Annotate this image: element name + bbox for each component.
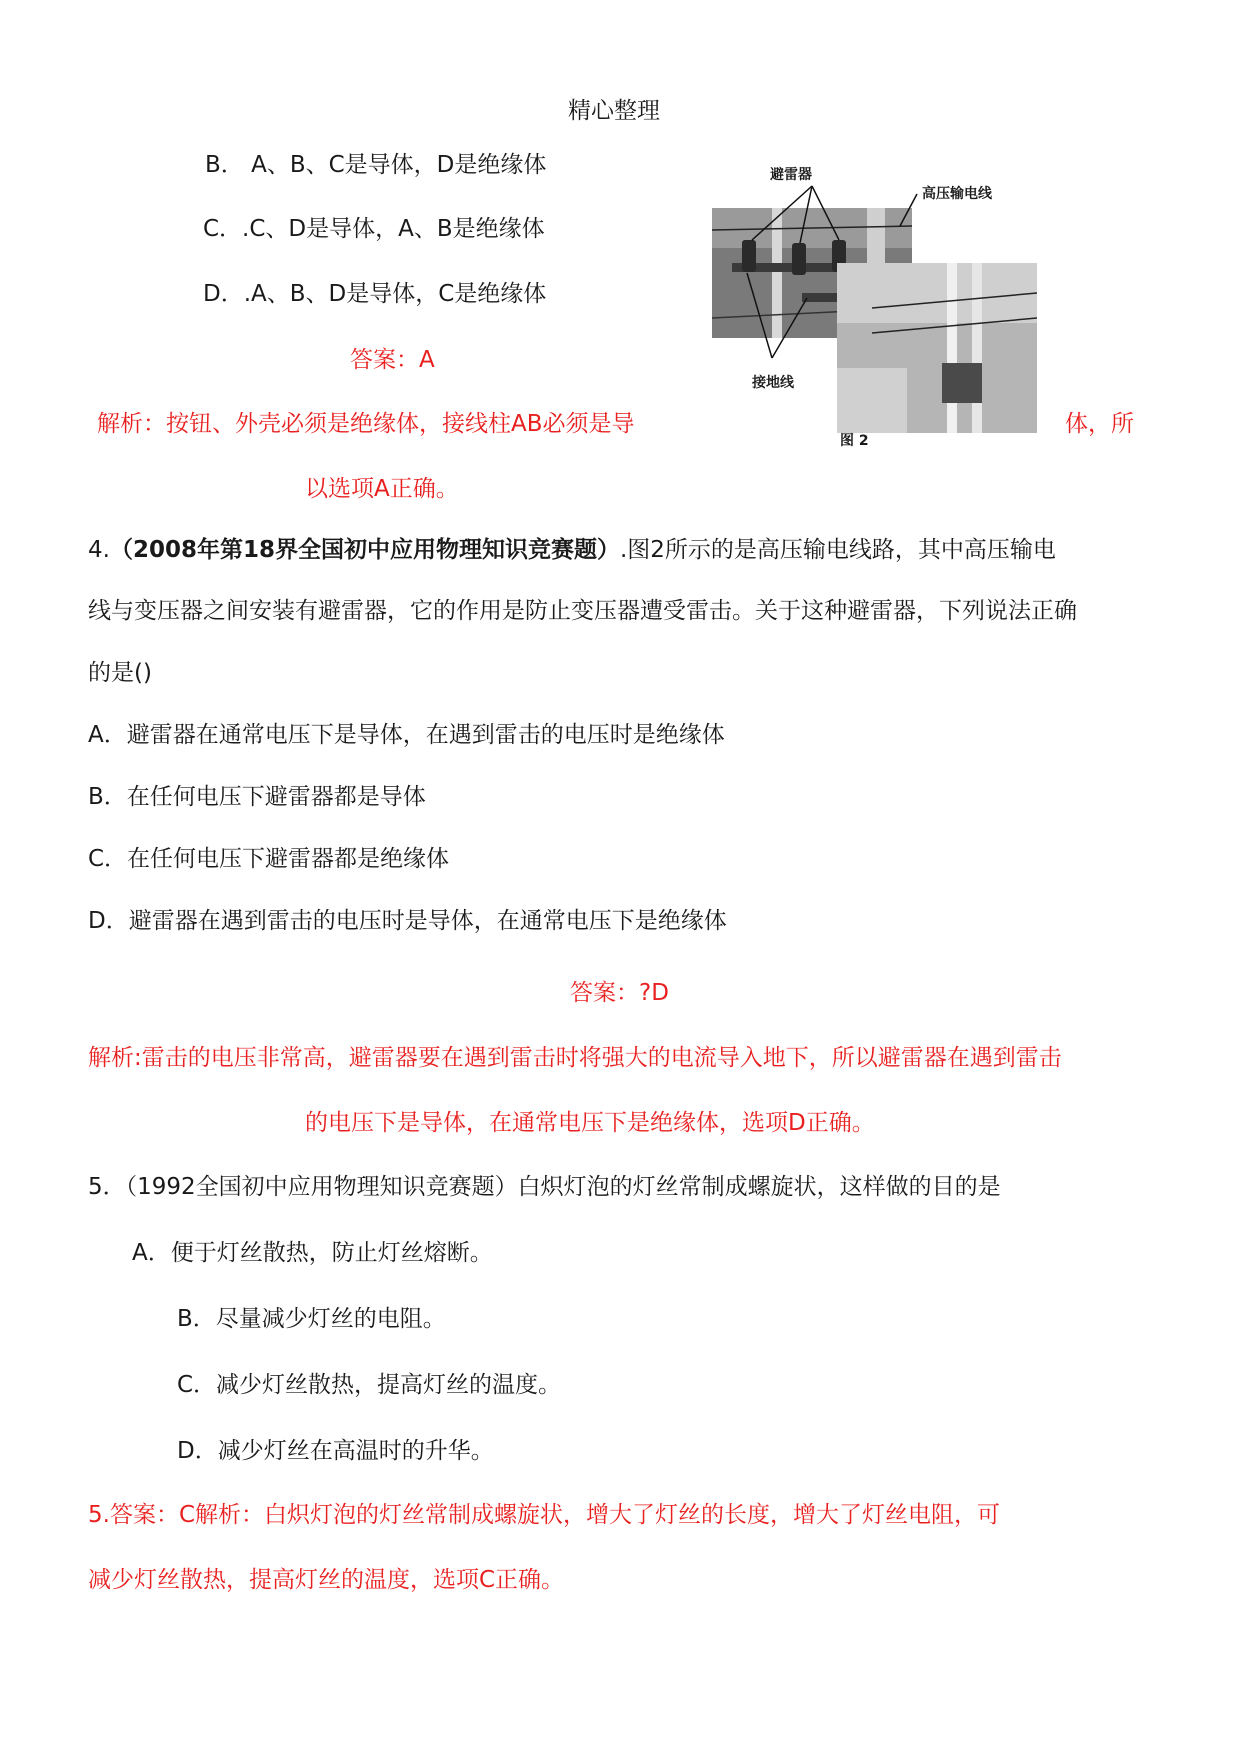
q4-stem-line2: 线与变压器之间安装有避雷器，它的作用是防止变压器遭受雷击。关于这种避雷器，下列说法正确 <box>88 598 1077 624</box>
q5-option-c: C．减少灯丝散热，提高灯丝的温度。 <box>177 1372 562 1398</box>
q4-analysis-line2: 的电压下是导体，在通常电压下是绝缘体，选项D正确。 <box>305 1110 875 1136</box>
q3-analysis-line2: 以选项A正确。 <box>305 476 459 502</box>
figure-label-arrester: 避雷器 <box>770 167 812 183</box>
q5-stem: 5．（1992全国初中应用物理知识竞赛题）白炽灯泡的灯丝常制成螺旋状，这样做的目的是 <box>88 1174 1001 1200</box>
q4-stem-line3: 的是() <box>88 660 152 686</box>
q5-answer-line2: 减少灯丝散热，提高灯丝的温度，选项C正确。 <box>88 1567 565 1593</box>
q5-option-b: B．尽量减少灯丝的电阻。 <box>177 1306 446 1332</box>
figure-caption: 图 2 <box>840 433 869 449</box>
q3-option-d: D．.A、B、D是导体，C是绝缘体 <box>203 281 547 307</box>
q4-answer: 答案：?D <box>570 980 669 1006</box>
q5-answer-line1: 5.答案：C解析：白炽灯泡的灯丝常制成螺旋状，增大了灯丝的长度，增大了灯丝电阻，可 <box>88 1502 1001 1528</box>
figure-2 <box>712 168 1037 458</box>
power-line-photo <box>712 168 1037 458</box>
page-header: 精心整理 <box>568 98 660 124</box>
q4-number: 4. <box>88 537 110 563</box>
figure-label-ground-wire: 接地线 <box>752 375 794 391</box>
q3-option-b: B． A、B、C是导体，D是绝缘体 <box>205 152 547 178</box>
q3-answer: 答案：A <box>350 347 435 373</box>
q4-option-b: B．在任何电压下避雷器都是导体 <box>88 784 426 810</box>
q5-option-a: A．便于灯丝散热，防止灯丝熔断。 <box>132 1240 493 1266</box>
q3-analysis-line1-end: 体，所 <box>1065 411 1134 437</box>
q4-option-d: D．避雷器在遇到雷击的电压时是导体，在通常电压下是绝缘体 <box>88 908 727 934</box>
figure-label-power-line: 高压输电线 <box>922 186 992 202</box>
q4-stem-part1: .图2所示的是高压输电线路，其中高压输电 <box>619 537 1056 563</box>
q4-analysis-line1: 解析:雷击的电压非常高，避雷器要在遇到雷击时将强大的电流导入地下，所以避雷器在遇到雷击 <box>88 1045 1062 1071</box>
q5-option-d: D．减少灯丝在高温时的升华。 <box>177 1438 494 1464</box>
q4-stem-line1 <box>88 535 1056 565</box>
q3-option-c: C．.C、D是导体，A、B是绝缘体 <box>203 216 545 242</box>
q3-analysis-line1: 解析：按钮、外壳必须是绝缘体，接线柱AB必须是导 <box>97 411 635 437</box>
q4-source: （2008年第18界全国初中应用物理知识竞赛题） <box>109 537 620 563</box>
q4-option-a: A．避雷器在通常电压下是导体，在遇到雷击的电压时是绝缘体 <box>88 722 725 748</box>
q4-option-c: C．在任何电压下避雷器都是绝缘体 <box>88 846 450 872</box>
